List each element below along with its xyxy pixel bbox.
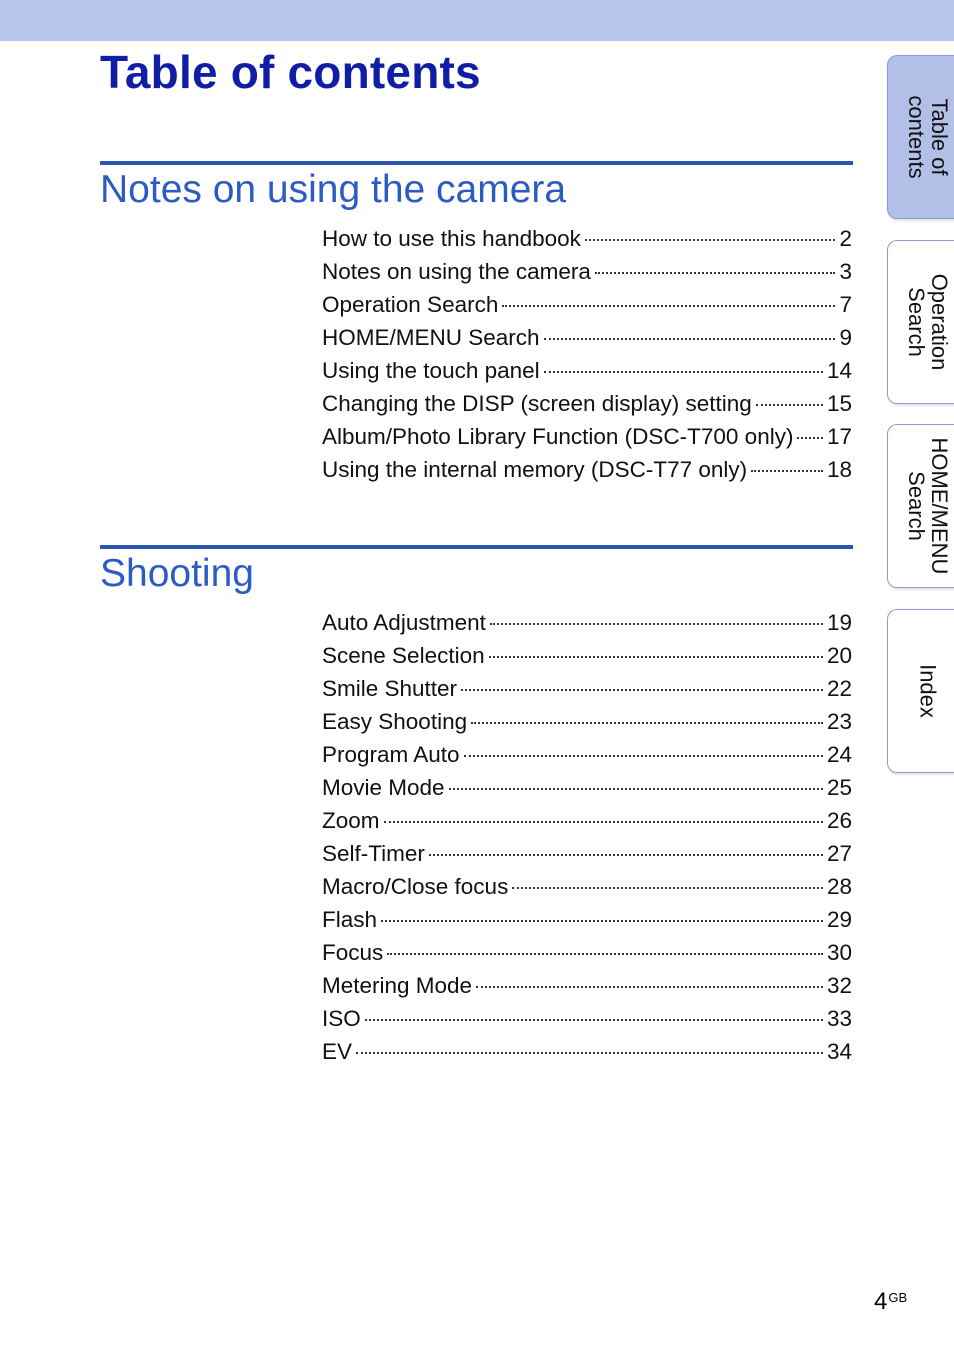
toc-list-notes [322, 222, 852, 486]
toc-entry-page: 15 [826, 391, 852, 416]
toc-entry-label: Using the touch panel [322, 358, 540, 383]
section-rule-notes [100, 161, 853, 165]
toc-leader-dots [356, 1051, 823, 1054]
toc-entry-label: Self-Timer [322, 841, 425, 866]
toc-leader-dots [471, 721, 823, 724]
side-tab-label: Operation Search [903, 273, 952, 371]
toc-entry[interactable] [322, 420, 852, 453]
toc-entry-label: Smile Shutter [322, 676, 458, 701]
toc-entry-label: Auto Adjustment [322, 610, 486, 635]
toc-entry-label: Notes on using the camera [322, 259, 591, 284]
toc-leader-dots [490, 622, 823, 625]
toc-entry-label: Movie Mode [322, 775, 445, 800]
side-tab-table-of-contents[interactable] [887, 55, 954, 219]
toc-entry-page: 3 [839, 259, 852, 284]
toc-entry-page: 2 [839, 226, 852, 251]
toc-entry-label: Album/Photo Library Function (DSC-T700 only) [322, 424, 794, 449]
toc-entry-page: 20 [826, 643, 852, 668]
toc-leader-dots [464, 754, 823, 757]
toc-leader-dots [797, 436, 823, 439]
toc-entry-page: 29 [826, 907, 852, 932]
side-tab-label: Table of contents [903, 95, 952, 179]
toc-entry[interactable] [322, 1035, 852, 1068]
toc-leader-dots [756, 403, 823, 406]
toc-entry-page: 24 [826, 742, 852, 767]
toc-entry-page: 28 [826, 874, 852, 899]
toc-entry[interactable] [322, 387, 852, 420]
top-color-band [0, 0, 954, 41]
side-tab-label: HOME/MENU Search [903, 437, 952, 575]
toc-entry[interactable] [322, 255, 852, 288]
toc-entry-page: 14 [826, 358, 852, 383]
toc-leader-dots [449, 787, 823, 790]
toc-entry[interactable] [322, 903, 852, 936]
toc-leader-dots [387, 952, 823, 955]
toc-entry-page: 34 [826, 1039, 852, 1064]
toc-entry-page: 22 [826, 676, 852, 701]
side-tab-operation-search[interactable] [887, 240, 954, 404]
toc-entry-page: 30 [826, 940, 852, 965]
toc-entry-label: HOME/MENU Search [322, 325, 540, 350]
toc-leader-dots [544, 370, 823, 373]
toc-entry-label: How to use this handbook [322, 226, 581, 251]
toc-entry-label: EV [322, 1039, 353, 1064]
toc-entry-label: Macro/Close focus [322, 874, 509, 899]
toc-entry-label: Changing the DISP (screen display) setting [322, 391, 752, 416]
toc-entry[interactable] [322, 936, 852, 969]
toc-entry-page: 18 [826, 457, 852, 482]
toc-entry-page: 23 [826, 709, 852, 734]
toc-entry[interactable] [322, 969, 852, 1002]
toc-leader-dots [595, 271, 836, 274]
toc-entry[interactable] [322, 705, 852, 738]
toc-entry[interactable] [322, 870, 852, 903]
side-tab-index[interactable] [887, 609, 954, 773]
section-title-shooting: Shooting [100, 552, 254, 595]
toc-leader-dots [476, 985, 823, 988]
side-tab-label: Index [915, 664, 940, 718]
toc-entry[interactable] [322, 606, 852, 639]
toc-entry-label: Focus [322, 940, 384, 965]
toc-entry-label: Program Auto [322, 742, 460, 767]
toc-entry[interactable] [322, 453, 852, 486]
toc-entry-page: 26 [826, 808, 852, 833]
toc-leader-dots [585, 238, 836, 241]
toc-entry-page: 33 [826, 1006, 852, 1031]
toc-leader-dots [512, 886, 823, 889]
toc-entry-page: 7 [839, 292, 852, 317]
toc-entry[interactable] [322, 771, 852, 804]
toc-entry-page: 32 [826, 973, 852, 998]
toc-entry-label: Operation Search [322, 292, 499, 317]
toc-entry-label: Zoom [322, 808, 380, 833]
toc-entry-label: Using the internal memory (DSC-T77 only) [322, 457, 748, 482]
toc-entry-page: 9 [839, 325, 852, 350]
toc-entry-label: Flash [322, 907, 378, 932]
toc-leader-dots [365, 1018, 823, 1021]
toc-entry[interactable] [322, 837, 852, 870]
toc-entry-page: 17 [826, 424, 852, 449]
side-tab-home-menu-search[interactable] [887, 424, 954, 588]
toc-leader-dots [429, 853, 823, 856]
toc-entry-label: Easy Shooting [322, 709, 468, 734]
toc-entry[interactable] [322, 804, 852, 837]
toc-list-shooting [322, 606, 852, 1068]
toc-entry-label: Scene Selection [322, 643, 485, 668]
toc-entry[interactable] [322, 321, 852, 354]
toc-leader-dots [381, 919, 823, 922]
page-number-suffix: GB [888, 1290, 908, 1305]
section-rule-shooting [100, 545, 853, 549]
toc-entry[interactable] [322, 222, 852, 255]
toc-entry-label: Metering Mode [322, 973, 473, 998]
toc-entry-page: 25 [826, 775, 852, 800]
toc-entry[interactable] [322, 1002, 852, 1035]
toc-entry-label: ISO [322, 1006, 361, 1031]
toc-entry[interactable] [322, 639, 852, 672]
toc-leader-dots [544, 337, 836, 340]
section-title-notes: Notes on using the camera [100, 168, 567, 211]
toc-leader-dots [489, 655, 823, 658]
toc-entry[interactable] [322, 354, 852, 387]
toc-entry-page: 19 [826, 610, 852, 635]
toc-leader-dots [751, 469, 823, 472]
toc-entry[interactable] [322, 288, 852, 321]
page-title: Table of contents [100, 46, 481, 98]
toc-leader-dots [502, 304, 835, 307]
toc-leader-dots [384, 820, 823, 823]
page-number-value: 4 [874, 1288, 888, 1315]
toc-entry[interactable] [322, 672, 852, 705]
toc-entry[interactable] [322, 738, 852, 771]
toc-leader-dots [461, 688, 823, 691]
page-number [874, 1288, 907, 1316]
toc-entry-page: 27 [826, 841, 852, 866]
